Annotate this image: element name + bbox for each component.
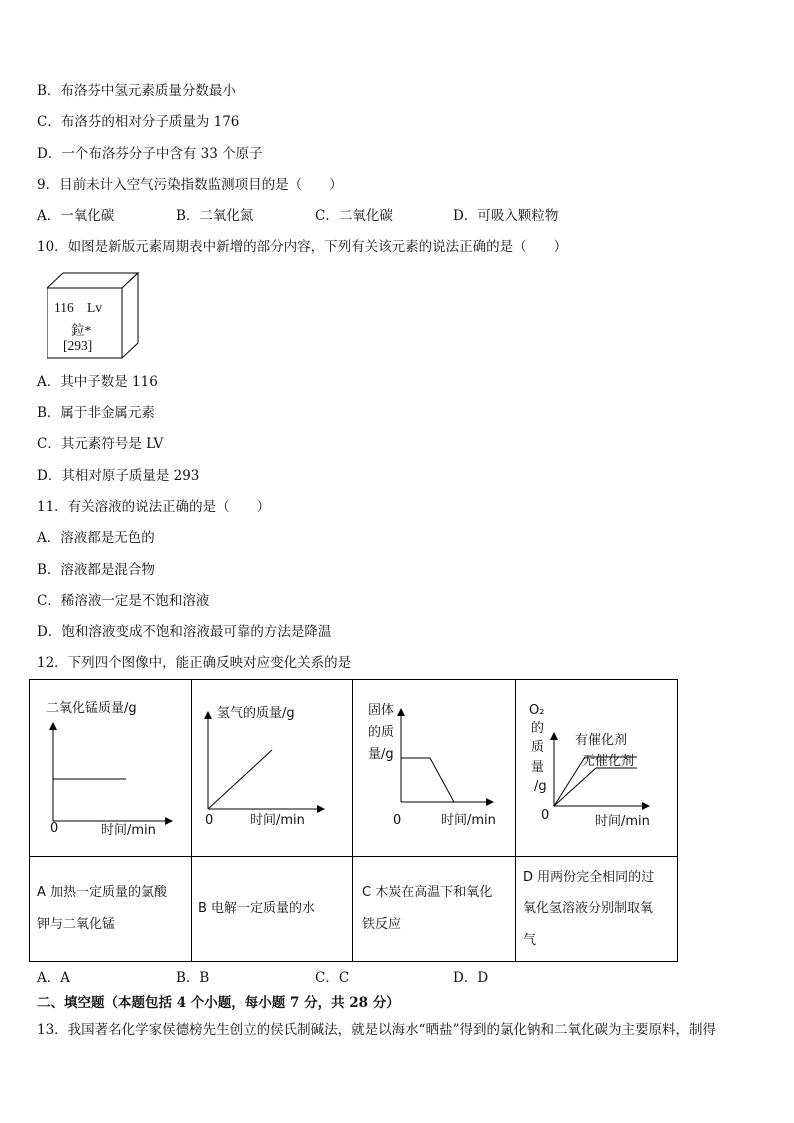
graph-b-line [208,750,272,809]
q11-option-c: C．稀溶液一定是不饱和溶液 [37,593,210,609]
q10-option-b: B．属于非金属元素 [37,405,155,421]
graph-a-xlabel: 时间/min [101,823,156,838]
graph-d-origin: 0 [541,808,550,823]
element-mass: [293] [63,338,93,353]
section2-heading: 二、填空题（本题包括 4 个小题，每小题 7 分，共 28 分） [37,995,400,1011]
graph-d-xlabel: 时间/min [595,814,650,829]
graph-c-origin: 0 [393,813,402,828]
element-name: 鉝* [71,323,92,338]
graph-c-ylabel-1: 固体 [368,703,395,718]
graph-a-ylabel: 二氧化锰质量/g [46,701,137,716]
q9-option-c: C．二氧化碳 [315,208,393,224]
graph-c-xlabel: 时间/min [441,813,496,828]
q9-option-b: B．二氧化氮 [176,208,254,224]
desc-d-line2: 氧化氢溶液分别制取氧 [523,901,654,916]
element-cube-drawing [47,272,139,360]
q11-option-a: A．溶液都是无色的 [37,530,155,546]
q11-stem: 11．有关溶液的说法正确的是（ ） [37,499,271,515]
graph-d-ylabel-4: 量 [531,760,545,775]
graph-c-ylabel-3: 量/g [368,747,394,762]
graph-c [401,709,493,802]
q10-option-a: A．其中子数是 116 [37,374,158,390]
graph-d-ylabel-2: 的 [531,721,545,736]
graph-d-ylabel-3: 质 [531,740,545,755]
q9-option-d: D．可吸入颗粒物 [453,208,559,224]
q10-option-c: C．其元素符号是 LV [37,436,164,452]
graph-c-ylabel-2: 的质 [368,725,395,740]
element-cube [47,272,139,360]
q12-stem: 12．下列四个图像中，能正确反映对应变化关系的是 [37,655,352,671]
q9-stem: 9．目前未计入空气污染指数监测项目的是（ ） [37,177,343,193]
desc-c-line2: 铁反应 [362,917,402,932]
q12-graph-table [29,679,678,962]
q13-stem: 13．我国著名化学家侯德榜先生创立的侯氏制碱法，就是以海水“晒盐”得到的氯化钠和二氧化碳为主要原料，制得 [37,1022,716,1038]
q12-option-c: C．C [315,970,350,986]
desc-a-line1: A 加热一定质量的氯酸 [37,885,168,900]
desc-d-line1: D 用两份完全相同的过 [523,870,655,885]
desc-b-line1: B 电解一定质量的水 [198,901,316,916]
q12-option-b: B．B [176,970,210,986]
q11-option-b: B．溶液都是混合物 [37,562,155,578]
graph-b-origin: 0 [205,813,214,828]
graph-d-ylabel-1: O₂ [529,703,545,718]
element-number: 116 [54,300,74,315]
desc-a-line2: 钾与二氧化锰 [37,917,116,932]
desc-c-line1: C 木炭在高温下和氧化 [362,885,493,900]
graph-b-ylabel: 氢气的质量/g [217,706,295,721]
q11-option-d: D．饱和溶液变成不饱和溶液最可靠的方法是降温 [37,624,332,640]
q9-option-a: A．一氧化碳 [37,208,115,224]
q12-option-d: D．D [453,970,489,986]
q8-option-c: C．布洛芬的相对分子质量为 176 [37,114,240,130]
q10-option-d: D．其相对原子质量是 293 [37,468,200,484]
element-symbol: Lv [87,300,102,315]
q10-stem: 10．如图是新版元素周期表中新增的部分内容，下列有关该元素的说法正确的是（ ） [37,239,568,255]
graph-d-label-no-catalyst: 无催化剂 [582,754,635,769]
graph-b-xlabel: 时间/min [250,813,305,828]
graph-c-line [401,758,454,802]
graph-a-origin: 0 [50,821,59,836]
q8-option-d: D．一个布洛芬分子中含有 33 个原子 [37,146,263,162]
graph-d-ylabel-5: /g [534,779,547,794]
q8-option-b: B．布洛芬中氢元素质量分数最小 [37,83,236,99]
q12-option-a: A．A [37,970,70,986]
desc-d-line3: 气 [523,933,537,948]
graph-d-label-catalyst: 有催化剂 [575,733,628,748]
graph-a [53,723,172,821]
